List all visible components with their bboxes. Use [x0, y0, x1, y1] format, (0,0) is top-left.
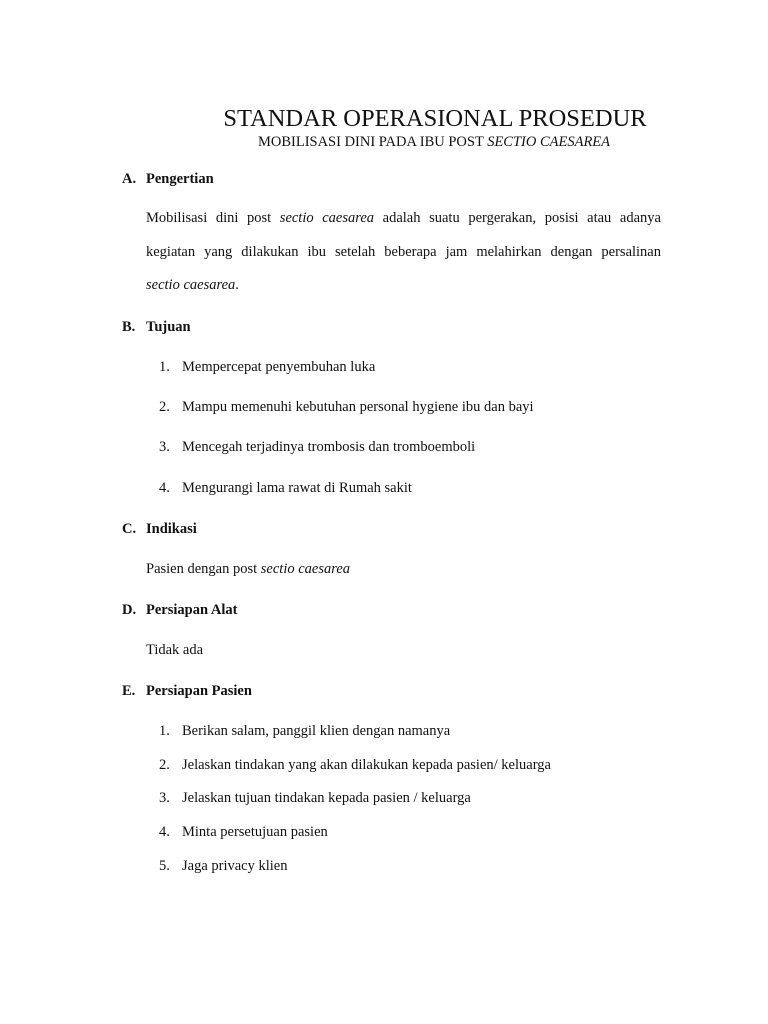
section-c-heading: [122, 519, 197, 539]
list-item-text: Jelaskan tujuan tindakan kepada pasien / keluarga: [182, 790, 471, 806]
section-c-letter: C.: [122, 521, 137, 537]
section-a-line-1-italic: sectio caesarea: [279, 210, 375, 226]
list-item-text: Berikan salam, panggil klien dengan namanya: [182, 723, 451, 739]
list-item: [159, 721, 450, 741]
section-a-letter: A.: [122, 171, 137, 187]
section-a-line-3-post: .: [235, 277, 239, 293]
list-item: [159, 478, 412, 498]
section-a-heading: [122, 169, 214, 189]
list-item: [159, 397, 534, 417]
list-item: [159, 357, 375, 377]
section-c-title: Indikasi: [146, 521, 197, 537]
list-item-number: 3.: [159, 790, 170, 806]
section-a-line-1-post: adalah suatu pergerakan, posisi atau adanya: [374, 210, 661, 226]
document-title: STANDAR OPERASIONAL PROSEDUR: [223, 105, 647, 132]
list-item: [159, 788, 471, 808]
section-b-heading: [122, 317, 191, 337]
list-item-number: 4.: [159, 480, 170, 496]
list-item-text: Mengurangi lama rawat di Rumah sakit: [182, 480, 412, 496]
section-c-text: [146, 559, 661, 579]
list-item-number: 5.: [159, 858, 170, 874]
section-a-line-3: [146, 275, 661, 295]
section-e-heading: [122, 681, 252, 701]
section-a-line-1-pre: Mobilisasi dini post: [146, 210, 280, 226]
section-a-line-3-italic: sectio caesarea: [146, 277, 236, 293]
list-item-text: Mencegah terjadinya trombosis dan tromboemboli: [182, 439, 476, 455]
section-e-title: Persiapan Pasien: [146, 683, 252, 699]
section-a-line-2: kegiatan yang dilakukan ibu setelah beberapa jam melahirkan dengan persalinan: [146, 244, 661, 260]
section-e-letter: E.: [122, 683, 136, 699]
section-c-text-pre: Pasien dengan post: [146, 561, 261, 577]
section-c-text-italic: sectio caesarea: [260, 561, 351, 577]
list-item-number: 2.: [159, 757, 170, 773]
section-b-title: Tujuan: [146, 319, 191, 335]
list-item: [159, 755, 551, 775]
list-item-number: 1.: [159, 359, 170, 375]
document-subtitle: [120, 132, 748, 152]
list-item: [159, 856, 288, 876]
list-item-text: Jelaskan tindakan yang akan dilakukan kepada pasien/ keluarga: [182, 757, 551, 773]
section-d-text: Tidak ada: [146, 642, 204, 658]
list-item: [159, 437, 475, 457]
subtitle-main: MOBILISASI DINI PADA IBU POST: [257, 134, 488, 150]
section-d-title: Persiapan Alat: [146, 602, 238, 618]
section-b-letter: B.: [122, 319, 136, 335]
list-item-text: Mempercepat penyembuhan luka: [182, 359, 376, 375]
list-item-number: 3.: [159, 439, 170, 455]
section-a-line-1: [146, 208, 661, 228]
list-item-text: Mampu memenuhi kebutuhan personal hygiene ibu dan bayi: [182, 399, 534, 415]
section-d-letter: D.: [122, 602, 137, 618]
list-item-number: 4.: [159, 824, 170, 840]
section-d-heading: [122, 600, 237, 620]
list-item-text: Minta persetujuan pasien: [182, 824, 328, 840]
list-item-text: Jaga privacy klien: [182, 858, 288, 874]
list-item-number: 2.: [159, 399, 170, 415]
subtitle-italic: SECTIO CAESAREA: [487, 134, 611, 150]
list-item: [159, 822, 328, 842]
section-a-title: Pengertian: [146, 171, 214, 187]
list-item-number: 1.: [159, 723, 170, 739]
